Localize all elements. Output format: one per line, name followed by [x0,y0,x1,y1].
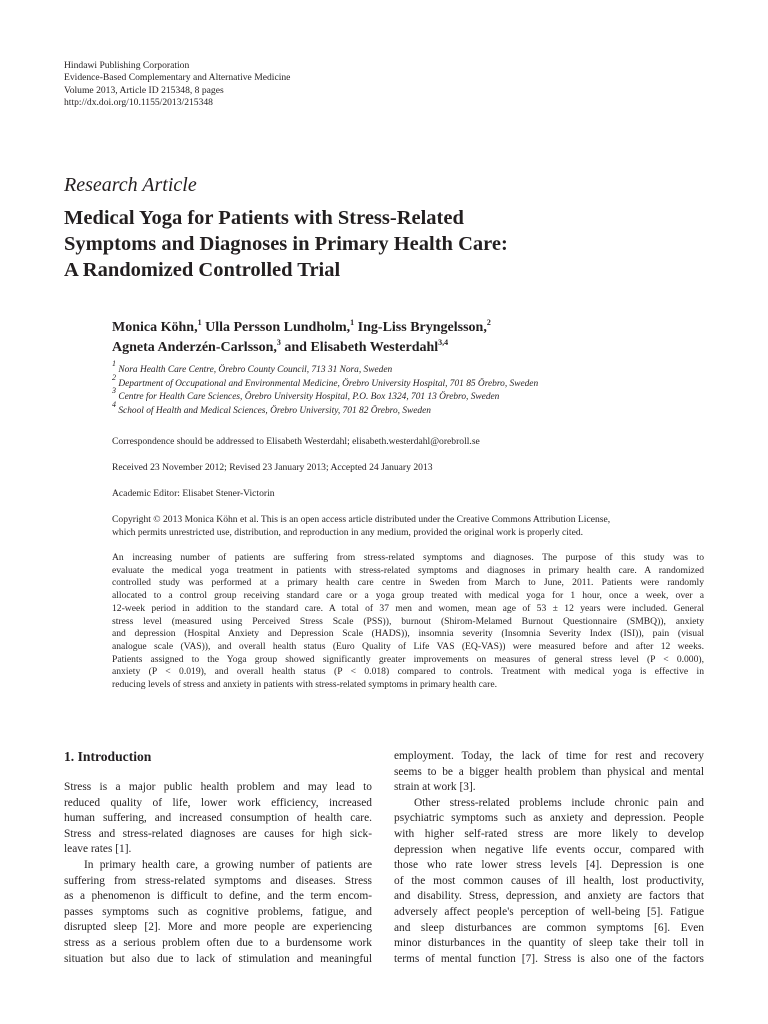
copyright-line: which permits unrestricted use, distribution, and reproduction in any medium, provided the original work is properly cited. [112,526,584,538]
body-text-line: Stress is a major public health problem and may lead to [64,781,372,793]
abstract-line: analogue scale (VAS)), and overall health status (Euro Quality of Life VAS (EQ-VAS)) were measured before and after 12 weeks. [112,640,704,652]
abstract-line: An increasing number of patients are suffering from stress-related symptoms and diagnoses. The purpose of this study was to [112,552,704,563]
title-line: Symptoms and Diagnoses in Primary Health Care: [64,233,508,256]
body-text-line: leave rates [1]. [64,843,132,856]
author-affiliation-marker: 1 [197,318,202,327]
author-affiliation-marker: 3 [276,337,281,347]
author-name: and Elisabeth Westerdahl [284,339,439,355]
body-text-line: strain at work [3]. [394,781,476,794]
abstract-line: anxiety (P < 0.019), and overall health status (P < 0.018) compared to controls. Treatment with medical yoga is effective in [112,666,704,678]
affiliation-number: 3 [112,386,116,395]
body-text-line: adversely affect people's perception of well-being [5]. Fatigue [394,905,704,918]
body-text-line: suffering from stress-related symptoms and diseases. Stress [64,874,372,887]
author-name: Agneta Anderzén-Carlsson, [112,339,277,355]
affiliation [112,372,539,392]
author-name: Ing-Liss Bryngelsson, [357,320,487,335]
author-name: Monica Köhn, [112,320,198,335]
body-text-line: as a phenomenon is difficult to define, and the term encom- [64,890,372,903]
affiliation-list [112,359,539,418]
affiliation-number: 4 [112,399,116,409]
body-text-line: and sleep disturbances are common symptoms [6]. Even [394,921,704,934]
abstract [112,552,704,692]
body-text-line: psychiatric symptoms such as anxiety and depression. People [394,812,704,825]
author-affiliation-marker: 1 [350,318,355,327]
affiliation-text: Centre for Health Care Sciences, Örebro University Hospital, P.O. Box 1324, 701 13 Örebro, Sweden [118,392,500,402]
body-text-line: reduced quality of life, lower work efficiency, increased [64,796,372,809]
article-title [64,205,684,284]
body-text-line: minor disturbances in the quantity of sleep take their toll in [394,937,704,950]
body-text-line: stress as a serious problem often due to a burdensome work [64,936,372,949]
body-text-line: terms of mental function [7]. Stress is also one of the factors [394,952,704,965]
abstract-line: stress level (measured using Perceived Stress Scale (PSS)), burnout (Shirom-Melamed Burnout Questionnaire (SMBQ)), anxiety [112,615,704,627]
journal-name: Evidence-Based Complementary and Alternative Medicine [64,72,291,84]
academic-editor: Academic Editor: Elisabet Stener-Victorin [112,488,275,499]
affiliation-number: 1 [112,359,116,368]
article-type: Research Article [64,174,197,196]
correspondence: Correspondence should be addressed to Elisabeth Westerdahl; elisabeth.westerdahl@orebroll.se [112,436,480,447]
body-text-line: employment. Today, the lack of time for rest and recovery [394,750,704,762]
abstract-line: allocated to a control group receiving standard care or a yoga group treated with medical yoga for 1 hour, once a week, over a [112,590,704,602]
copyright-notice [112,514,704,539]
body-text-line: seems to be a bigger health problem than physical and mental [394,765,704,778]
affiliation [112,386,538,405]
body-text-line: In primary health care, a growing number of patients are [84,858,372,871]
doi-link[interactable]: http://dx.doi.org/10.1155/2013/215348 [64,97,213,109]
abstract-line: reducing levels of stress and anxiety in patients with stress-related symptoms in primary health care. [112,679,497,691]
body-column-left [64,780,372,967]
body-text-line: depression when negative life events occur, compared with [394,843,704,856]
publisher-name: Hindawi Publishing Corporation [64,60,190,71]
affiliation-text: Department of Occupational and Environmental Medicine, Örebro University Hospital, 701 85 Örebro, Sweden [118,378,539,389]
title-line: A Randomized Controlled Trial [64,259,341,282]
author-affiliation-marker: 3,4 [438,337,449,347]
abstract-line: evaluate the medical yoga treatment in patients with stress-related symptoms and diagnoses in primary health care. A randomized [112,564,704,576]
body-text-line: human suffering, and increased consumption of health care. [64,812,372,825]
body-text-line: situation but also due to lack of stimulation and meaningful [64,952,372,965]
abstract-line: and depression (Hospital Anxiety and Depression Scale (HADS)), insomnia severity (Insomnia Severity Index (ISI)), pain (visual [112,628,704,640]
publication-header [64,60,290,110]
affiliation [112,399,538,419]
abstract-line: 12-week period in addition to the standard care. A total of 37 men and women, mean age of 53 ± 12 years were included. General [112,602,704,614]
affiliation-text: School of Health and Medical Sciences, Örebro University, 701 82 Örebro, Sweden [118,405,431,416]
abstract-line: Patients assigned to the Yoga group showed significantly greater improvements on measures of general stress level (P < 0.000), [112,653,704,665]
author-affiliation-marker: 2 [486,318,491,327]
body-text-line: Other stress-related problems include chronic pain and [414,796,704,809]
affiliation [112,359,538,378]
author-line [112,318,491,338]
body-text-line: disrupted sleep [2]. More and more people are experiencing [64,921,372,934]
section-heading: 1. Introduction [64,749,152,764]
author-line [112,338,491,358]
affiliation-number: 2 [112,372,116,382]
article-dates: Received 23 November 2012; Revised 23 January 2013; Accepted 24 January 2013 [112,462,433,473]
body-column-right [394,749,704,967]
body-text-line: and disability. Stress, depression, and anxiety are factors that [394,890,704,903]
body-text-line: with higher self-rated stress are more likely to develop [394,827,704,840]
body-text-line: those who rate lower stress levels [4]. Depression is one [394,859,704,872]
author-name: Ulla Persson Lundholm, [205,320,351,335]
author-list [112,318,491,357]
abstract-line: controlled study was performed at a primary health care centre in Sweden from March to June, 2011. Patients were randomly [112,577,704,589]
body-text-line: passes symptoms such as cognitive problems, fatigue, and [64,905,372,918]
volume-info: Volume 2013, Article ID 215348, 8 pages [64,84,224,96]
copyright-line: Copyright © 2013 Monica Köhn et al. This is an open access article distributed under the Creative Commons Attribution License, [112,514,611,525]
body-text-line: Stress and stress-related diagnoses are causes for high sick- [64,827,372,840]
body-text-line: of the most common causes of ill health, lost productivity, [394,874,704,887]
affiliation-text: Nora Health Care Centre, Örebro County Council, 713 31 Nora, Sweden [118,365,393,375]
title-line: Medical Yoga for Patients with Stress-Related [64,207,464,229]
